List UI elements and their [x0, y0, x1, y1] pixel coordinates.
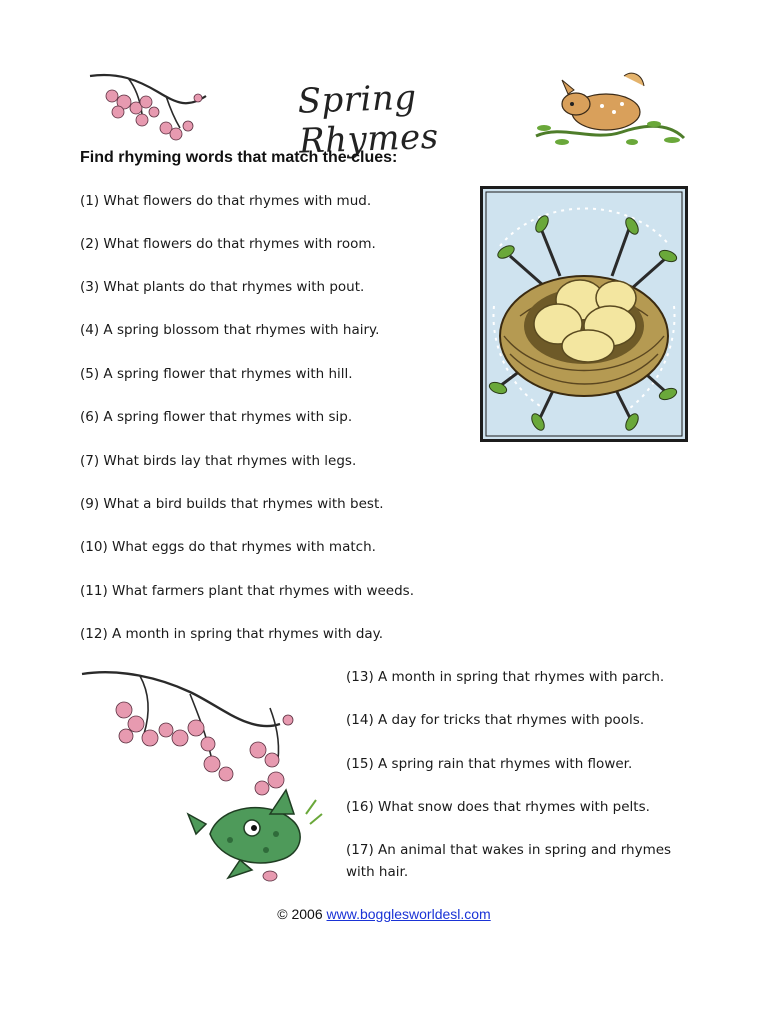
bird-nest-eggs-image — [480, 186, 688, 442]
clue-12: (12) A month in spring that rhymes with day. — [80, 626, 384, 642]
copyright-footer — [0, 906, 768, 922]
clue-5: (5) A spring flower that rhymes with hill. — [80, 366, 353, 382]
clue-11: (11) What farmers plant that rhymes with weeds. — [80, 583, 414, 599]
clue-6: (6) A spring flower that rhymes with sip. — [80, 409, 353, 425]
blossom-and-frog-image — [80, 664, 330, 890]
clue-15: (15) A spring rain that rhymes with flower. — [346, 756, 633, 772]
clue-14: (14) A day for tricks that rhymes with pools. — [346, 712, 645, 728]
clue-7: (7) What birds lay that rhymes with legs. — [80, 453, 357, 469]
clue-1: (1) What flowers do that rhymes with mud. — [80, 193, 372, 209]
instructions-heading: Find rhyming words that match the clues: — [80, 149, 398, 166]
page-title: Spring Rhymes — [296, 77, 440, 162]
clue-9: (9) What a bird builds that rhymes with best. — [80, 496, 384, 512]
clue-10: (10) What eggs do that rhymes with match. — [80, 539, 376, 555]
clue-13: (13) A month in spring that rhymes with parch. — [346, 669, 665, 685]
cherry-blossom-branch-image — [88, 68, 212, 146]
clue-2: (2) What flowers do that rhymes with room. — [80, 236, 376, 252]
clue-3: (3) What plants do that rhymes with pout. — [80, 279, 365, 295]
clue-16: (16) What snow does that rhymes with pelts. — [346, 799, 650, 815]
fawn-image — [532, 66, 688, 148]
clue-17: (17) An animal that wakes in spring and rhymes with hair. — [346, 842, 672, 880]
copyright-text: © 2006 — [277, 906, 323, 922]
clue-4: (4) A spring blossom that rhymes with hairy. — [80, 322, 380, 338]
website-link[interactable]: www.bogglesworldesl.com — [326, 906, 491, 922]
